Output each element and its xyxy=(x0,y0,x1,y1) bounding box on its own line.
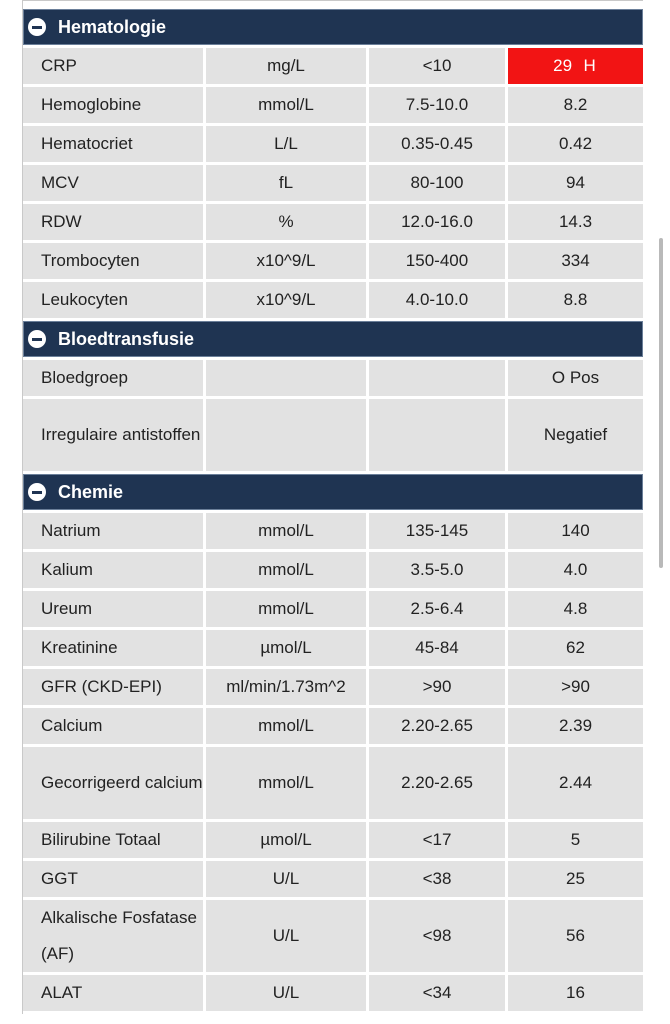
reference-range: <10 xyxy=(369,48,505,84)
lab-results xyxy=(22,0,643,1014)
test-name: Bilirubine Totaal xyxy=(23,822,203,858)
scrollbar[interactable] xyxy=(659,238,663,568)
test-name: Bloedgroep xyxy=(23,360,203,396)
reference-range: 0.35-0.45 xyxy=(369,126,505,162)
test-unit: mmol/L xyxy=(206,87,366,123)
result-value: 0.42 xyxy=(508,126,643,162)
table-row xyxy=(23,669,643,705)
test-name: Kalium xyxy=(23,552,203,588)
test-unit: % xyxy=(206,204,366,240)
result-value-abnormal xyxy=(508,48,643,84)
section-title: Hematologie xyxy=(58,16,167,37)
test-unit: fL xyxy=(206,165,366,201)
table-row xyxy=(23,360,643,396)
table-row xyxy=(23,975,643,1011)
result-value: 4.0 xyxy=(508,552,643,588)
table-row xyxy=(23,822,643,858)
result-value: 62 xyxy=(508,630,643,666)
result-value: O Pos xyxy=(508,360,643,396)
result-value: 56 xyxy=(508,900,643,972)
test-unit: mmol/L xyxy=(206,552,366,588)
test-name: MCV xyxy=(23,165,203,201)
collapse-minus-icon[interactable] xyxy=(28,18,46,36)
result-value: 2.44 xyxy=(508,747,643,819)
table-row xyxy=(23,243,643,279)
test-name: Ureum xyxy=(23,591,203,627)
test-name: Irregulaire antistoffen xyxy=(23,399,203,471)
section-header-bloedtransfusie[interactable] xyxy=(23,321,643,357)
result-value: Negatief xyxy=(508,399,643,471)
table-row xyxy=(23,861,643,897)
test-unit: ml/min/1.73m^2 xyxy=(206,669,366,705)
reference-range: <98 xyxy=(369,900,505,972)
table-row xyxy=(23,747,643,819)
test-name: ALAT xyxy=(23,975,203,1011)
table-row xyxy=(23,165,643,201)
result-value: 8.8 xyxy=(508,282,643,318)
test-name: GFR (CKD-EPI) xyxy=(23,669,203,705)
result-value: 29 xyxy=(553,56,573,75)
test-unit: mmol/L xyxy=(206,708,366,744)
table-row xyxy=(23,126,643,162)
reference-range: 150-400 xyxy=(369,243,505,279)
reference-range: 45-84 xyxy=(369,630,505,666)
table-row xyxy=(23,708,643,744)
reference-range: >90 xyxy=(369,669,505,705)
test-unit: mmol/L xyxy=(206,747,366,819)
top-divider xyxy=(23,0,643,9)
table-row xyxy=(23,48,643,84)
result-value: 8.2 xyxy=(508,87,643,123)
test-unit: x10^9/L xyxy=(206,243,366,279)
reference-range: 2.20-2.65 xyxy=(369,708,505,744)
reference-range xyxy=(369,399,505,471)
reference-range: 7.5-10.0 xyxy=(369,87,505,123)
table-row xyxy=(23,513,643,549)
lab-results-content xyxy=(23,9,643,1011)
reference-range: <38 xyxy=(369,861,505,897)
test-unit: µmol/L xyxy=(206,822,366,858)
table-row xyxy=(23,591,643,627)
test-name: Hemoglobine xyxy=(23,87,203,123)
result-value: 16 xyxy=(508,975,643,1011)
table-row xyxy=(23,204,643,240)
reference-range: 4.0-10.0 xyxy=(369,282,505,318)
reference-range: <34 xyxy=(369,975,505,1011)
test-name: Kreatinine xyxy=(23,630,203,666)
table-row xyxy=(23,282,643,318)
result-value: 94 xyxy=(508,165,643,201)
result-value: 334 xyxy=(508,243,643,279)
table-row xyxy=(23,399,643,471)
table-row xyxy=(23,552,643,588)
test-unit: U/L xyxy=(206,900,366,972)
result-value: 5 xyxy=(508,822,643,858)
reference-range: 3.5-5.0 xyxy=(369,552,505,588)
section-title: Bloedtransfusie xyxy=(58,328,195,349)
result-value: 25 xyxy=(508,861,643,897)
table-row xyxy=(23,630,643,666)
reference-range: 80-100 xyxy=(369,165,505,201)
test-unit: mg/L xyxy=(206,48,366,84)
section-header-chemie[interactable] xyxy=(23,474,643,510)
result-value: 2.39 xyxy=(508,708,643,744)
collapse-minus-icon[interactable] xyxy=(28,483,46,501)
test-name: GGT xyxy=(23,861,203,897)
test-name: Calcium xyxy=(23,708,203,744)
test-unit: mmol/L xyxy=(206,591,366,627)
table-row xyxy=(23,900,643,972)
test-unit: mmol/L xyxy=(206,513,366,549)
abnormal-flag: H xyxy=(583,56,596,75)
test-unit: µmol/L xyxy=(206,630,366,666)
reference-range: 2.20-2.65 xyxy=(369,747,505,819)
test-unit: x10^9/L xyxy=(206,282,366,318)
reference-range: 135-145 xyxy=(369,513,505,549)
collapse-minus-icon[interactable] xyxy=(28,330,46,348)
test-unit xyxy=(206,360,366,396)
section-header-hematologie[interactable] xyxy=(23,9,643,45)
section-title: Chemie xyxy=(58,481,124,502)
test-name: Hematocriet xyxy=(23,126,203,162)
test-name: RDW xyxy=(23,204,203,240)
table-row xyxy=(23,87,643,123)
result-value: 4.8 xyxy=(508,591,643,627)
result-value: 140 xyxy=(508,513,643,549)
reference-range xyxy=(369,360,505,396)
test-name: CRP xyxy=(23,48,203,84)
test-unit: L/L xyxy=(206,126,366,162)
test-unit xyxy=(206,399,366,471)
test-name: Gecorrigeerd calcium xyxy=(23,747,203,819)
test-name: Trombocyten xyxy=(23,243,203,279)
result-value: >90 xyxy=(508,669,643,705)
test-name: Natrium xyxy=(23,513,203,549)
test-unit: U/L xyxy=(206,975,366,1011)
test-name: Leukocyten xyxy=(23,282,203,318)
reference-range: 12.0-16.0 xyxy=(369,204,505,240)
reference-range: <17 xyxy=(369,822,505,858)
reference-range: 2.5-6.4 xyxy=(369,591,505,627)
test-name: Alkalische Fosfatase (AF) xyxy=(23,900,203,972)
result-value: 14.3 xyxy=(508,204,643,240)
test-unit: U/L xyxy=(206,861,366,897)
